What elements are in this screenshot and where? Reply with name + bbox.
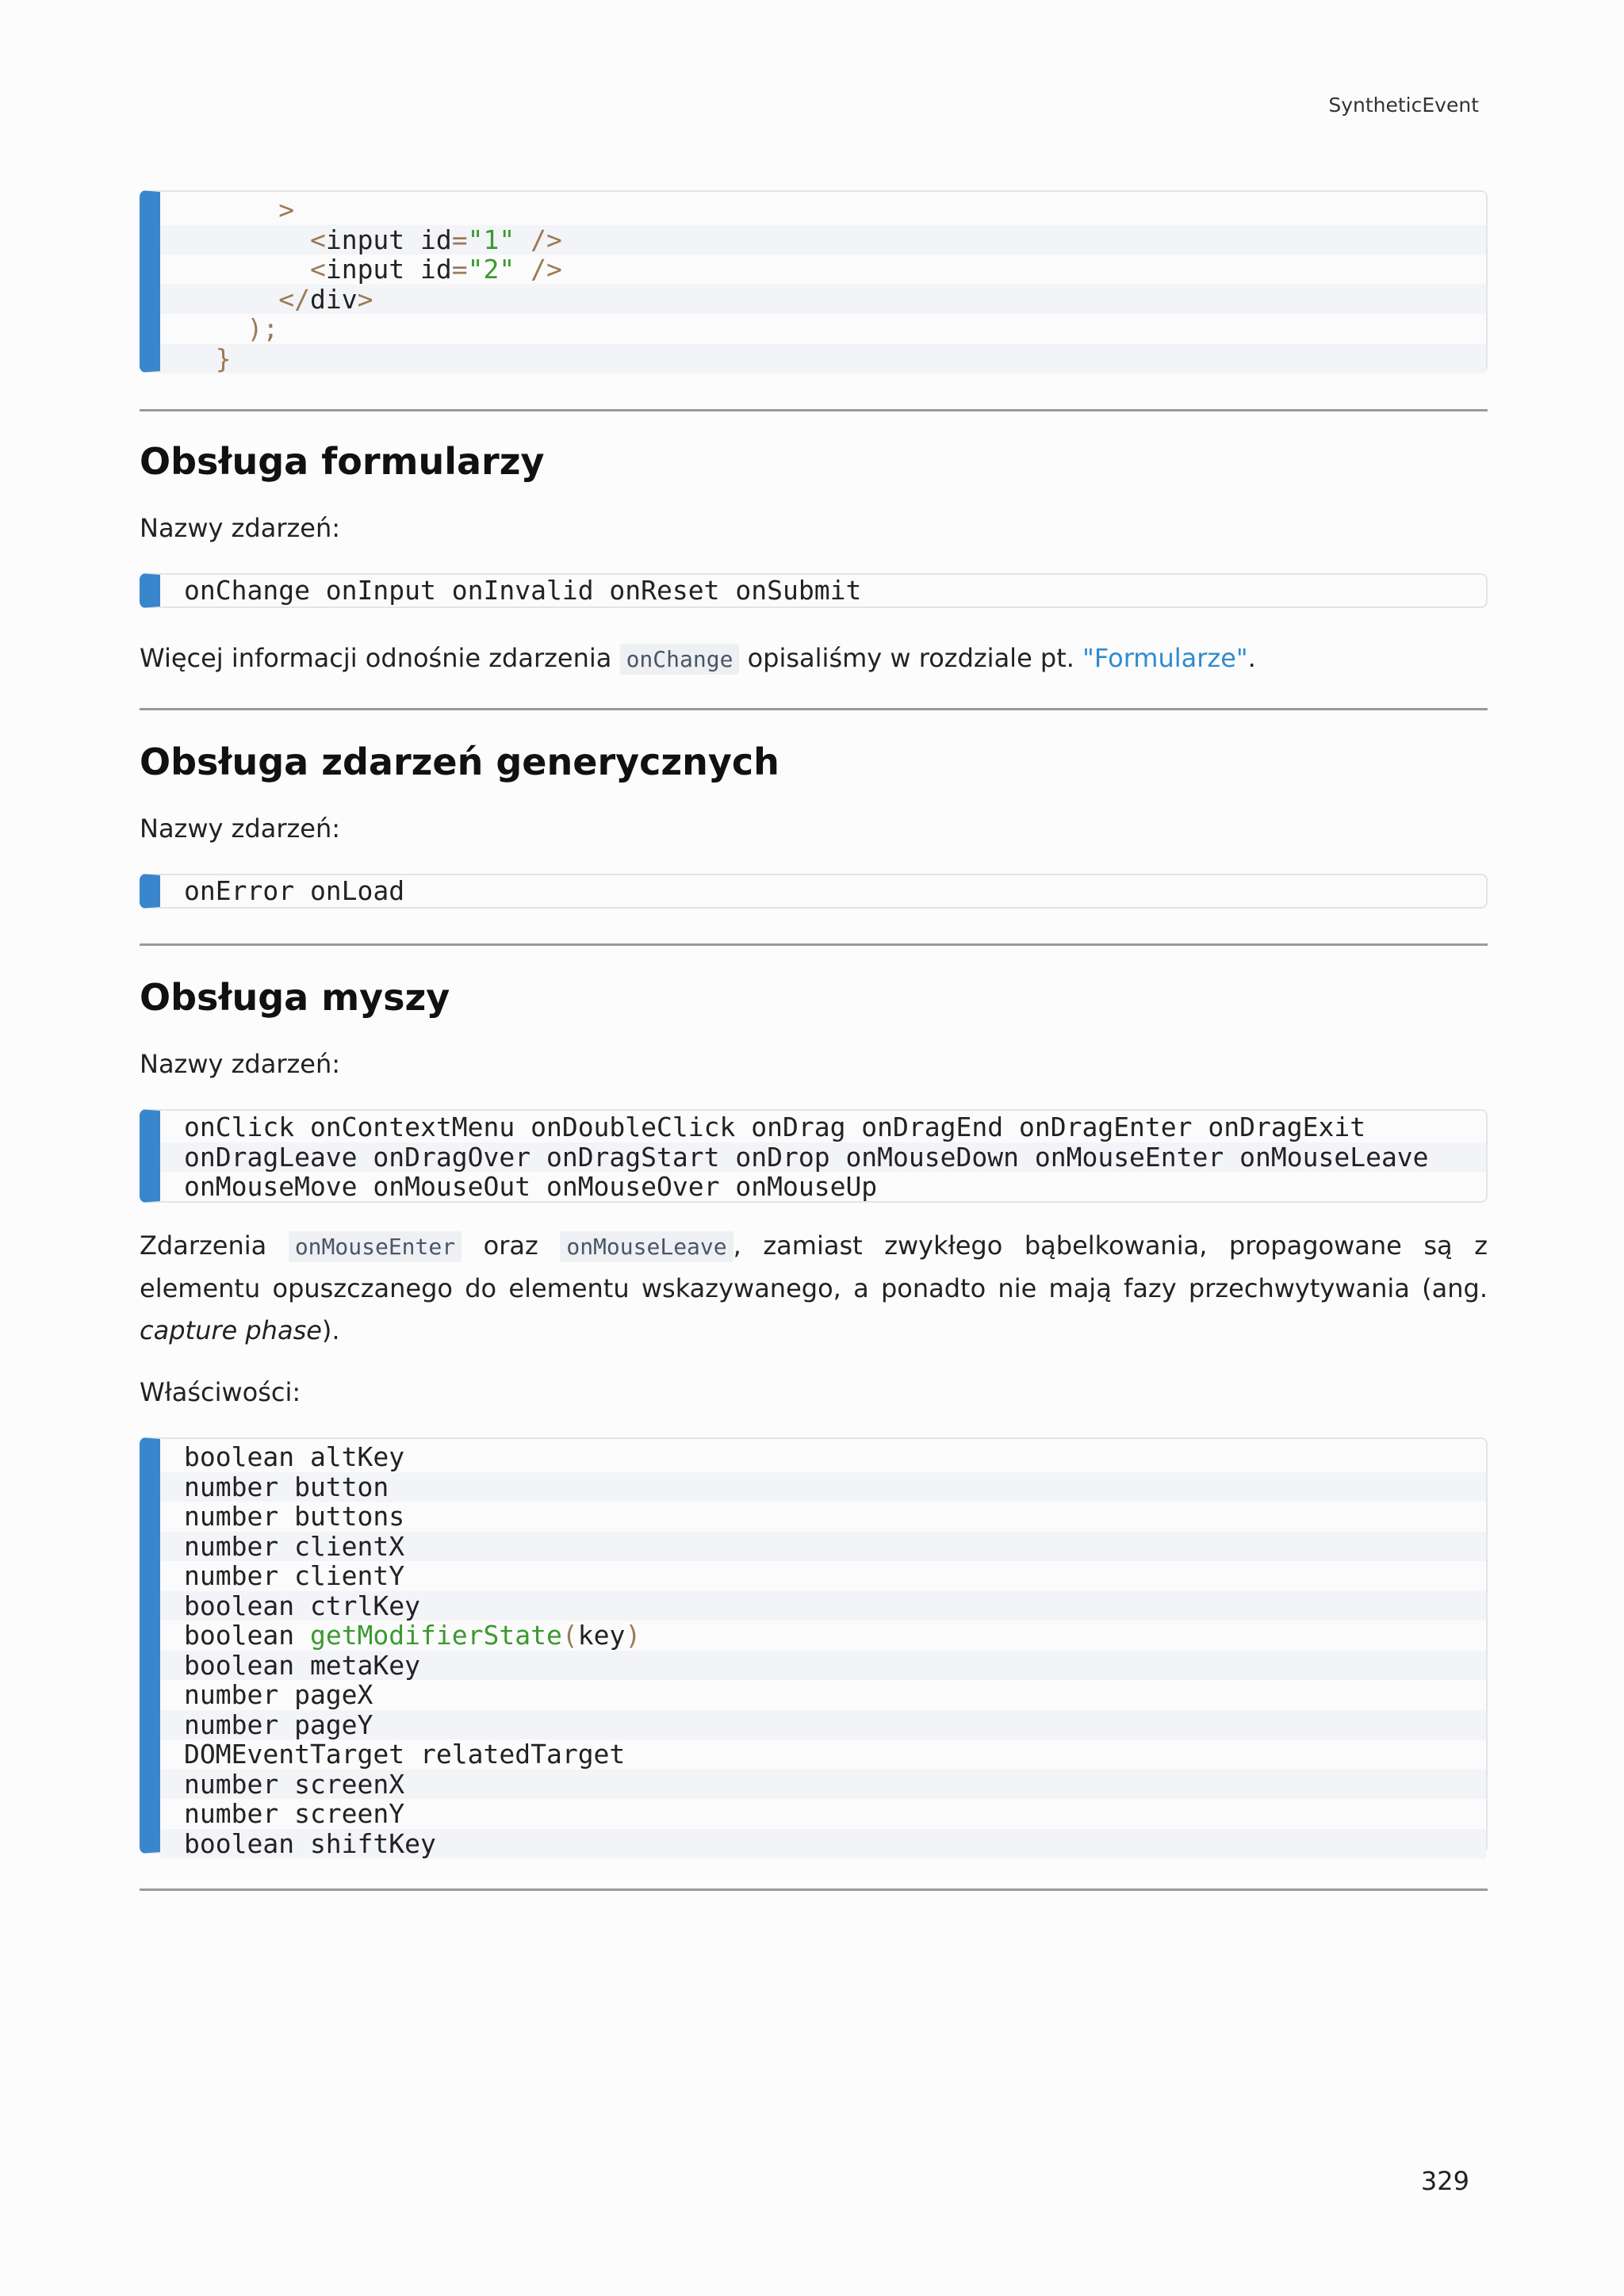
mouse-note-text: ).	[321, 1315, 340, 1345]
link-formularze[interactable]: "Formularze"	[1082, 643, 1248, 673]
code-token: </	[278, 283, 310, 315]
code-token	[184, 284, 278, 315]
code-token	[515, 224, 530, 255]
code-token: }	[215, 342, 232, 374]
code-token: number screenY	[184, 1798, 405, 1829]
code-token	[184, 254, 310, 285]
code-token: number screenX	[184, 1768, 405, 1800]
page-content	[140, 190, 1488, 1891]
code-token: =	[451, 224, 468, 255]
code-block-mouse-properties	[140, 1437, 1488, 1859]
code-token: key	[577, 1620, 626, 1651]
code-block-jsx-tail	[140, 190, 1488, 373]
heading-forms: Obsługa formularzy	[140, 440, 545, 483]
mouse-events-label: Nazwy zdarzeń:	[140, 1049, 341, 1079]
code-token: number pageY	[184, 1709, 373, 1740]
code-token: );	[247, 313, 279, 344]
code-token: <	[309, 254, 326, 285]
code-line	[184, 1680, 1486, 1710]
code-block-generic-events	[140, 874, 1488, 909]
forms-info-text: .	[1247, 643, 1256, 673]
mouse-props-label: Właściwości:	[140, 1377, 301, 1407]
page-number: 329	[1420, 2166, 1469, 2196]
heading-generic-events: Obsługa zdarzeń generycznych	[140, 740, 779, 783]
section-separator	[140, 943, 1488, 946]
code-token: boolean altKey	[184, 1441, 405, 1472]
code-token: >	[357, 283, 373, 315]
mouse-note-text: , zamiast zwykłego bąbelkowania, propagowane są z elementu opuszczanego do elementu wskazywanego, a ponadto nie mają fazy przechwytywania (ang.	[140, 1230, 1488, 1303]
code-token: />	[530, 254, 562, 285]
code-token	[184, 343, 216, 374]
code-token: number pageX	[184, 1679, 373, 1710]
code-token: number clientY	[184, 1560, 405, 1591]
code-line	[184, 314, 1486, 344]
code-line: onChange onInput onInvalid onReset onSubmit	[184, 575, 862, 606]
code-line	[160, 1651, 1486, 1681]
section-separator	[140, 708, 1488, 710]
code-line	[184, 1799, 1486, 1829]
forms-info-text: Więcej informacji odnośnie zdarzenia	[140, 643, 620, 673]
code-line	[160, 344, 1486, 374]
mouse-note-text: oraz	[462, 1230, 561, 1261]
section-separator	[140, 1888, 1488, 1891]
code-token: "2"	[467, 254, 515, 285]
code-token: number clientX	[184, 1530, 405, 1562]
code-token: "1"	[467, 224, 515, 255]
code-token: getModifierState	[309, 1620, 562, 1651]
code-line	[184, 1561, 1486, 1591]
code-token: <	[309, 224, 326, 255]
inline-code-onchange: onChange	[620, 644, 740, 675]
code-token: />	[530, 224, 562, 255]
code-line	[160, 1591, 1486, 1621]
code-line	[184, 1621, 1486, 1651]
code-token	[184, 224, 310, 255]
generic-events-label: Nazwy zdarzeń:	[140, 813, 341, 844]
forms-info-text: opisaliśmy w rozdziale pt.	[739, 643, 1083, 673]
code-line: onMouseMove onMouseOut onMouseOver onMouseUp	[184, 1171, 878, 1202]
forms-events-label: Nazwy zdarzeń:	[140, 513, 341, 543]
code-line: onClick onContextMenu onDoubleClick onDrag onDragEnd onDragEnter onDragExit	[184, 1112, 1366, 1142]
code-token: boolean ctrlKey	[184, 1590, 421, 1621]
code-line	[184, 1442, 1486, 1472]
code-line	[160, 1770, 1486, 1800]
code-block-mouse-events	[140, 1109, 1488, 1203]
heading-mouse: Obsługa myszy	[140, 976, 450, 1019]
mouse-note-text: Zdarzenia	[140, 1230, 289, 1261]
forms-info-paragraph	[140, 643, 1488, 673]
code-line	[160, 1472, 1486, 1502]
section-separator	[140, 409, 1488, 411]
inline-code-onmouseenter: onMouseEnter	[289, 1231, 462, 1262]
code-token: boolean	[184, 1620, 310, 1651]
code-token: )	[625, 1620, 642, 1651]
code-line	[160, 1829, 1486, 1859]
code-line	[184, 1502, 1486, 1532]
code-line	[160, 285, 1486, 315]
code-token	[515, 254, 530, 285]
mouse-note-paragraph	[140, 1225, 1488, 1352]
code-line	[160, 225, 1486, 255]
code-token: boolean shiftKey	[184, 1827, 436, 1859]
code-token: div	[309, 283, 358, 315]
code-token: input id	[325, 254, 452, 285]
code-token: boolean metaKey	[184, 1649, 421, 1681]
code-token: number buttons	[184, 1501, 405, 1532]
code-token: (	[561, 1620, 578, 1651]
code-token: =	[451, 254, 468, 285]
mouse-note-emphasis: capture phase	[140, 1315, 322, 1345]
code-token: input id	[325, 224, 452, 255]
code-line: onError onLoad	[184, 875, 405, 906]
running-header: SyntheticEvent	[1328, 94, 1479, 117]
code-token: number button	[184, 1471, 389, 1502]
code-line	[184, 195, 1486, 225]
code-line: onDragLeave onDragOver onDragStart onDrop onMouseDown onMouseEnter onMouseLeave	[160, 1142, 1486, 1173]
code-token	[184, 194, 278, 225]
code-line	[160, 1710, 1486, 1740]
code-line	[160, 1532, 1486, 1562]
code-token: >	[278, 194, 295, 225]
code-token: DOMEventTarget relatedTarget	[184, 1739, 626, 1770]
code-block-form-events	[140, 573, 1488, 608]
code-line	[184, 254, 1486, 285]
code-line	[184, 1739, 1486, 1770]
code-token	[184, 313, 247, 344]
inline-code-onmouseleave: onMouseLeave	[560, 1231, 733, 1262]
